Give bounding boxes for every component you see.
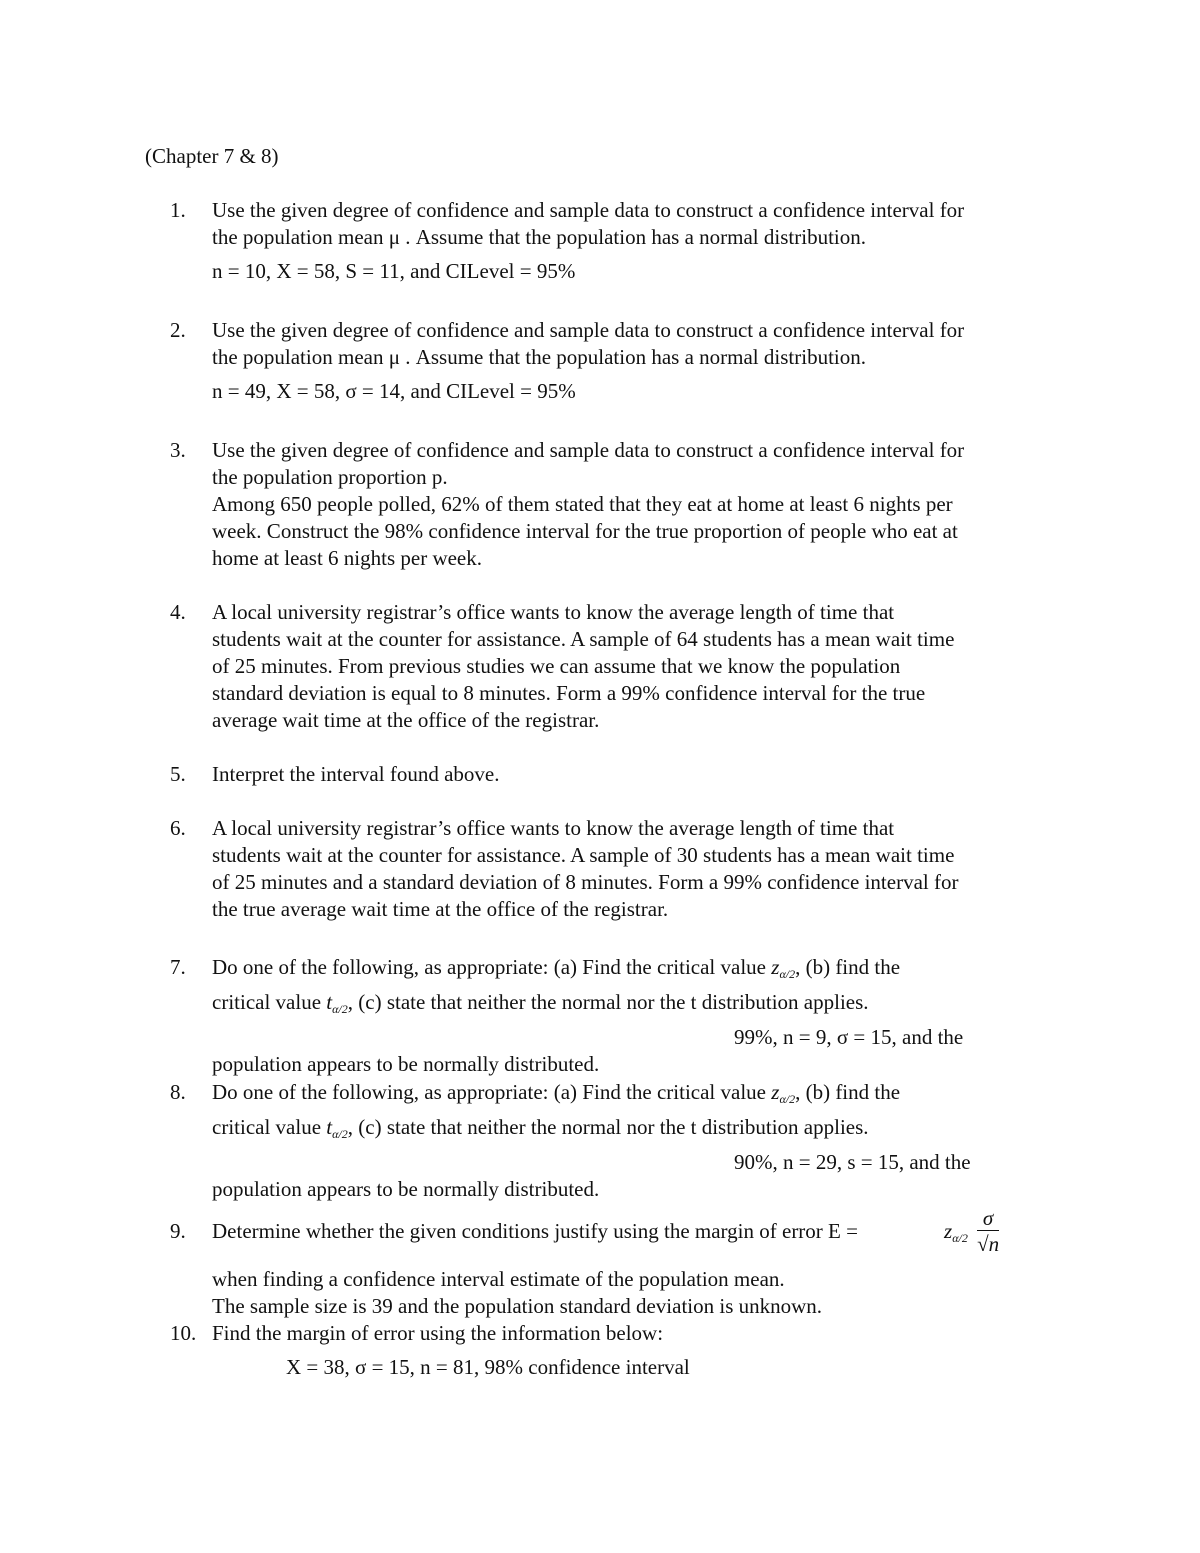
question-text-line: A local university registrar’s office wants to know the average length of time that [212,816,895,840]
question-text: Do one of the following, as appropriate: (a) Find the critical value [212,1080,766,1104]
question-number: 3. [170,438,186,462]
given-values: n = 10, X = 58, S = 11, and CILevel = 95% [212,259,576,283]
given-conditions: 99%, n = 9, σ = 15, and the [734,1025,964,1049]
question-text-line: the true average wait time at the office of the registrar. [212,897,669,921]
question-text-line: the population mean μ . Assume that the population has a normal distribution. [212,345,866,369]
question-number: 2. [170,318,186,342]
question-number: 1. [170,198,186,222]
question-text-line: Use the given degree of confidence and sample data to construct a confidence interval for [212,318,965,342]
question-text-line: the population mean μ . Assume that the population has a normal distribution. [212,225,866,249]
question-number: 7. [170,955,186,979]
question-text-line: students wait at the counter for assistance. A sample of 64 students has a mean wait time [212,627,955,651]
margin-of-error-formula: $z_{\alpha/2}$ $\frac{\sigma}{√n}$ [944,1206,1000,1256]
question-number: 5. [170,762,186,786]
question-text: Determine whether the given conditions justify using the margin of error E = [212,1219,858,1243]
question-text: , (c) state that neither the normal nor the t distribution applies. [347,990,869,1014]
critical-value-t-symbol: $t_{\alpha/2}$ [326,1115,348,1141]
question-number: 10. [170,1321,197,1345]
question-text: , (c) state that neither the normal nor the t distribution applies. [347,1115,869,1139]
critical-value-z-symbol: $z_{\alpha/2}$ [771,1080,796,1106]
critical-value-t-symbol: $t_{\alpha/2}$ [326,990,348,1016]
question-text-line: population appears to be normally distributed. [212,1177,600,1201]
question-text-line: of 25 minutes and a standard deviation of 8 minutes. Form a 99% confidence interval for [212,870,959,894]
question-text: Do one of the following, as appropriate: (a) Find the critical value [212,955,766,979]
question-number: 4. [170,600,186,624]
question-text-line: Among 650 people polled, 62% of them stated that they eat at home at least 6 nights per [212,492,953,516]
question-text-line: home at least 6 nights per week. [212,546,483,570]
question-text-line: the population proportion p. [212,465,448,489]
question-text: , (b) find the [795,1080,901,1104]
question-text-line: standard deviation is equal to 8 minutes. Form a 99% confidence interval for the true [212,681,926,705]
question-text-line: when finding a confidence interval estimate of the population mean. [212,1267,785,1291]
question-text-line: Find the margin of error using the information below: [212,1321,664,1345]
given-values: n = 49, X = 58, σ = 14, and CILevel = 95% [212,379,576,403]
question-text-line: students wait at the counter for assistance. A sample of 30 students has a mean wait time [212,843,955,867]
question-text-line: of 25 minutes. From previous studies we can assume that we know the population [212,654,901,678]
given-values: X = 38, σ = 15, n = 81, 98% confidence interval [286,1355,690,1379]
question-text: critical value [212,1115,322,1139]
question-text-line: population appears to be normally distributed. [212,1052,600,1076]
question-number: 6. [170,816,186,840]
given-conditions: 90%, n = 29, s = 15, and the [734,1150,971,1174]
question-text-line: Interpret the interval found above. [212,762,500,786]
question-text-line: A local university registrar’s office wants to know the average length of time that [212,600,895,624]
question-number: 9. [170,1219,186,1243]
critical-value-z-symbol: $z_{\alpha/2}$ [771,955,796,981]
question-text-line: average wait time at the office of the registrar. [212,708,600,732]
question-text: critical value [212,990,322,1014]
question-text-line: The sample size is 39 and the population standard deviation is unknown. [212,1294,823,1318]
question-text-line: Use the given degree of confidence and sample data to construct a confidence interval for [212,438,965,462]
chapter-heading: (Chapter 7 & 8) [145,144,279,168]
question-text: , (b) find the [795,955,901,979]
question-text-line: week. Construct the 98% confidence interval for the true proportion of people who eat at [212,519,958,543]
question-text-line: Use the given degree of confidence and sample data to construct a confidence interval for [212,198,965,222]
question-number: 8. [170,1080,186,1104]
